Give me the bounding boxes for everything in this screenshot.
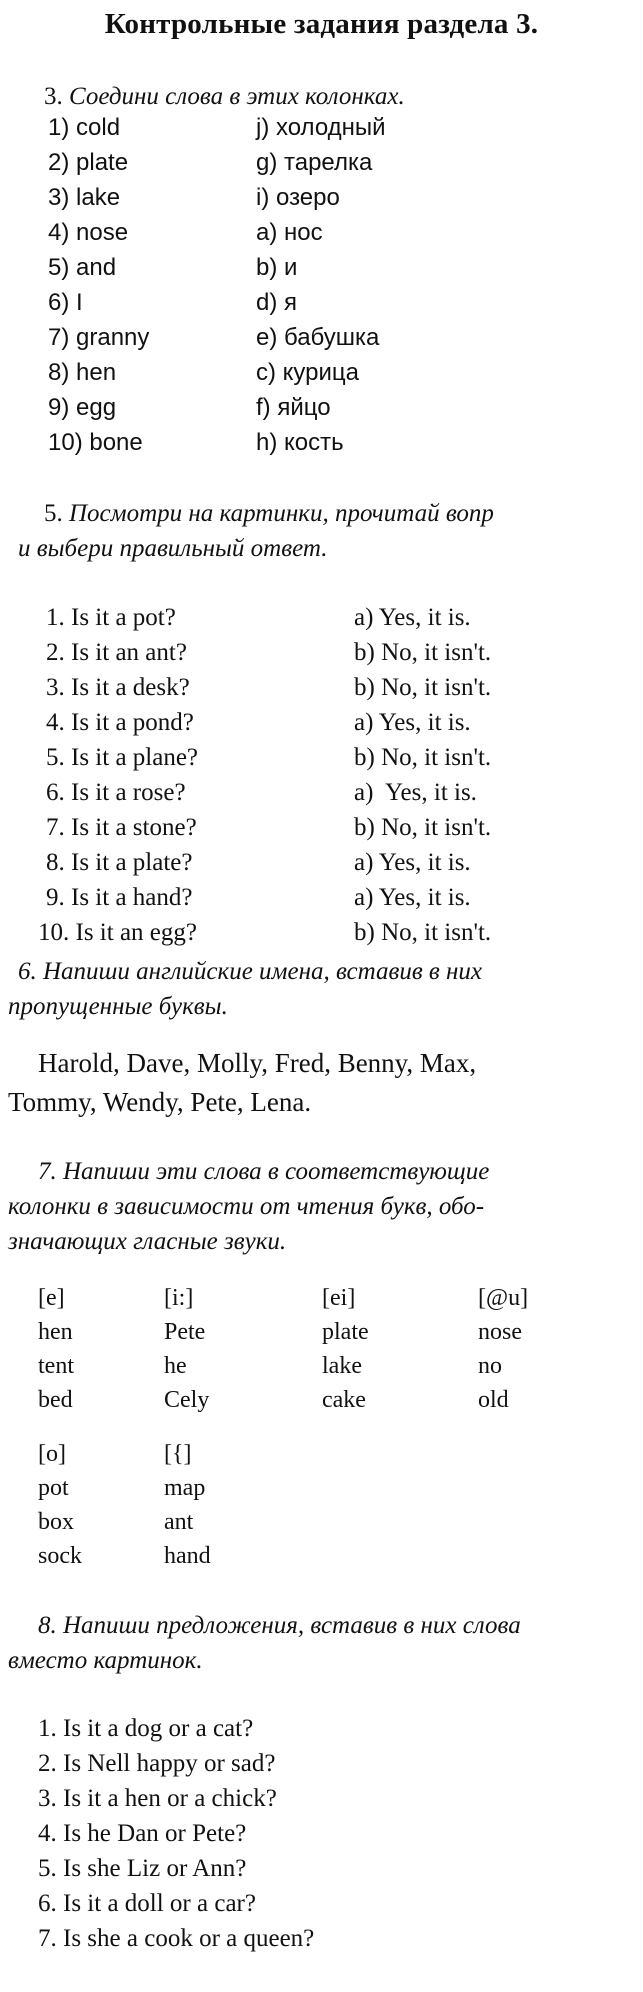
task3-left: 6) I <box>48 289 83 316</box>
task3-heading <box>44 83 405 111</box>
task7-cell: hand <box>164 1543 211 1569</box>
task3-right: i) озеро <box>256 184 340 211</box>
task7-cell: pot <box>38 1475 69 1501</box>
task7-cell: plate <box>322 1319 369 1345</box>
task7-cell: box <box>38 1509 74 1535</box>
task7-cell: sock <box>38 1543 82 1569</box>
task5-question: 5. Is it a plane? <box>46 744 199 771</box>
task5-row <box>46 779 477 807</box>
task3-right: g) тарелка <box>256 149 373 176</box>
task5-question: 10. Is it an egg? <box>38 919 197 946</box>
task7-cell: cake <box>322 1387 366 1413</box>
task3-left: 7) granny <box>48 324 150 351</box>
task7-cell: map <box>164 1475 206 1501</box>
task5-answer: a) Yes, it is. <box>354 849 471 876</box>
task7-cell: nose <box>478 1319 522 1345</box>
task5-instruction: Посмотри на картинки, прочитай вопр <box>69 500 494 527</box>
task7-header: [o] <box>38 1441 66 1467</box>
task7-header: [{] <box>164 1441 192 1467</box>
task6-heading-line1: 6. Напиши английские имена, вставив в них <box>18 958 483 985</box>
task3-left: 1) cold <box>48 114 121 141</box>
task5-answer: b) No, it isn't. <box>354 814 492 841</box>
task5-answer: b) No, it isn't. <box>354 639 492 666</box>
task7-heading-line1: 7. Напиши эти слова в соответствующие <box>38 1158 490 1185</box>
task5-number: 5. <box>44 500 63 527</box>
task3-left: 10) bone <box>48 429 143 456</box>
task3-left: 4) nose <box>48 219 129 246</box>
task8-row: 3. Is it a hen or a chick? <box>38 1785 277 1812</box>
task3-right: a) нос <box>256 219 323 246</box>
task3-row <box>48 149 373 177</box>
task5-question: 2. Is it an ant? <box>46 639 187 666</box>
task8-row: 2. Is Nell happy or sad? <box>38 1750 276 1777</box>
task3-right: b) и <box>256 254 298 281</box>
task8-row: 1. Is it a dog or a cat? <box>38 1715 254 1742</box>
task3-right: f) яйцо <box>256 394 331 421</box>
task5-row <box>46 639 492 667</box>
page-title: Контрольные задания раздела 3. <box>104 8 539 40</box>
task8-row: 6. Is it a doll or a car? <box>38 1890 256 1917</box>
task7-heading-line2: колонки в зависимости от чтения букв, обо- <box>8 1193 485 1220</box>
task3-row <box>48 114 386 142</box>
task7-cell: Pete <box>164 1319 206 1345</box>
task5-heading-line2: и выбери правильный ответ. <box>18 535 328 562</box>
task5-answer: a) Yes, it is. <box>354 779 477 806</box>
task5-row <box>46 744 492 772</box>
task7-cell: bed <box>38 1387 73 1413</box>
task5-question: 7. Is it a stone? <box>46 814 197 841</box>
task7-cell: he <box>164 1353 187 1379</box>
task3-number: 3. <box>44 83 63 110</box>
task5-question: 6. Is it a rose? <box>46 779 186 806</box>
task5-row <box>46 884 471 912</box>
task3-right: c) курица <box>256 359 360 386</box>
task7-heading-line3: значающих гласные звуки. <box>8 1228 287 1255</box>
task5-answer: a) Yes, it is. <box>354 884 471 911</box>
task7-cell: tent <box>38 1353 74 1379</box>
task3-left: 2) plate <box>48 149 129 176</box>
task5-row <box>46 709 471 737</box>
task3-right: d) я <box>256 289 298 316</box>
task3-left: 8) hen <box>48 359 117 386</box>
task7-cell: lake <box>322 1353 362 1379</box>
task3-right: e) бабушка <box>256 324 380 351</box>
task3-row <box>48 184 340 212</box>
task7-cell: hen <box>38 1319 73 1345</box>
task5-row <box>46 674 492 702</box>
task3-row <box>48 254 298 282</box>
task8-row: 4. Is he Dan or Pete? <box>38 1820 247 1847</box>
task6-answer-line2: Tommy, Wendy, Pete, Lena. <box>8 1087 312 1117</box>
task3-left: 5) and <box>48 254 117 281</box>
task5-question: 1. Is it a pot? <box>46 604 176 631</box>
task5-row <box>46 814 492 842</box>
task7-cell: Cely <box>164 1387 210 1413</box>
task5-question: 3. Is it a desk? <box>46 674 190 701</box>
task7-header: [ei] <box>322 1285 356 1311</box>
task5-row <box>46 849 471 877</box>
task7-header: [i:] <box>164 1285 194 1311</box>
task7-header: [@u] <box>478 1285 529 1311</box>
task3-right: h) кость <box>256 429 344 456</box>
task7-cell: old <box>478 1387 509 1413</box>
task5-question: 4. Is it a pond? <box>46 709 194 736</box>
task5-row <box>38 919 492 947</box>
task5-question: 9. Is it a hand? <box>46 884 193 911</box>
task3-right: j) холодный <box>256 114 386 141</box>
task8-row: 7. Is she a cook or a queen? <box>38 1925 315 1952</box>
task7-cell: no <box>478 1353 502 1379</box>
task5-heading-line1 <box>44 500 494 528</box>
task5-answer: a) Yes, it is. <box>354 709 471 736</box>
task3-row <box>48 394 331 422</box>
task5-answer: b) No, it isn't. <box>354 674 492 701</box>
task8-heading-line2: вместо картинок. <box>8 1647 203 1674</box>
task3-row <box>48 324 380 352</box>
task3-row <box>48 289 298 317</box>
task3-instruction: Соедини слова в этих колонках. <box>69 83 405 110</box>
task7-cell: ant <box>164 1509 194 1535</box>
task3-row <box>48 429 344 457</box>
task3-row <box>48 359 360 387</box>
task3-left: 3) lake <box>48 184 121 211</box>
task5-row <box>46 604 471 632</box>
task3-row <box>48 219 323 247</box>
task6-heading-line2: пропущенные буквы. <box>8 993 228 1020</box>
task5-answer: a) Yes, it is. <box>354 604 471 631</box>
task5-question: 8. Is it a plate? <box>46 849 193 876</box>
task7-header: [e] <box>38 1285 65 1311</box>
task8-heading-line1: 8. Напиши предложения, вставив в них слова <box>38 1612 521 1639</box>
task8-row: 5. Is she Liz or Ann? <box>38 1855 247 1882</box>
task5-answer: b) No, it isn't. <box>354 744 492 771</box>
task5-answer: b) No, it isn't. <box>354 919 492 946</box>
task3-left: 9) egg <box>48 394 117 421</box>
task6-answer-line1: Harold, Dave, Molly, Fred, Benny, Max, <box>38 1048 477 1078</box>
